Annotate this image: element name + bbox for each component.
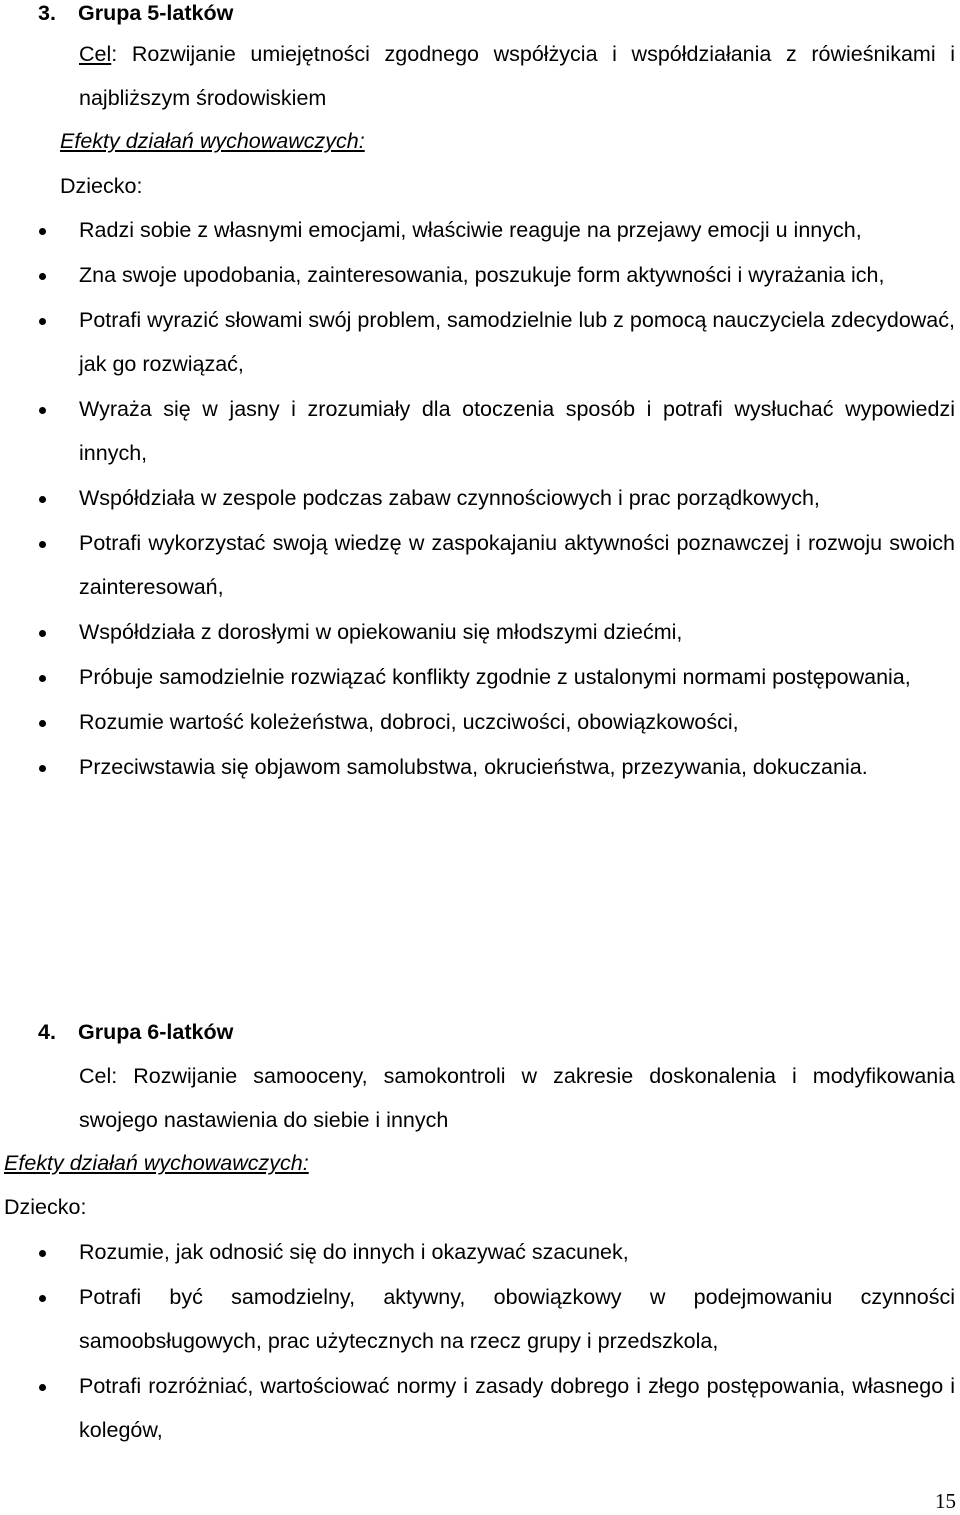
section-4-number: 4. bbox=[38, 1020, 56, 1044]
list-item: Wyraża się w jasny i zrozumiały dla otoczenia sposób i potrafi wysłuchać wypowiedzi innych, bbox=[79, 387, 955, 475]
bullet-icon bbox=[39, 318, 46, 325]
bullet-icon bbox=[39, 407, 46, 414]
section-3-title: Grupa 5-latków bbox=[78, 1, 234, 25]
section-4-goal: Cel: Rozwijanie samooceny, samokontroli w zakresie doskonalenia i modyfikowania swojego nastawienia do siebie i innych bbox=[79, 1064, 955, 1132]
list-item: Przeciwstawia się objawom samolubstwa, okrucieństwa, przezywania, dokuczania. bbox=[79, 745, 955, 789]
page-number: 15 bbox=[935, 1489, 956, 1513]
section-3-child-label: Dziecko: bbox=[60, 174, 143, 198]
bullet-icon bbox=[39, 1384, 46, 1391]
section-3-list bbox=[79, 208, 955, 790]
list-item: Potrafi być samodzielny, aktywny, obowiązkowy w podejmowaniu czynności samoobsługowych, prac użytecznych na rzecz grupy i przedszkola, bbox=[79, 1275, 955, 1363]
list-item: Potrafi wykorzystać swoją wiedzę w zaspokajaniu aktywności poznawczej i rozwoju swoich zainteresowań, bbox=[79, 521, 955, 609]
list-item: Rozumie, jak odnosić się do innych i okazywać szacunek, bbox=[79, 1230, 955, 1274]
list-item: Współdziała z dorosłymi w opiekowaniu się młodszymi dziećmi, bbox=[79, 610, 955, 654]
bullet-icon bbox=[39, 541, 46, 548]
bullet-icon bbox=[39, 765, 46, 772]
section-4-list bbox=[79, 1230, 955, 1453]
section-3-goal-text: : Rozwijanie umiejętności zgodnego współżycia i współdziałania z rówieśnikami i najbliższym środowiskiem bbox=[79, 42, 955, 110]
list-item: Współdziała w zespole podczas zabaw czynnościowych i prac porządkowych, bbox=[79, 476, 955, 520]
bullet-icon bbox=[39, 496, 46, 503]
section-4-title: Grupa 6-latków bbox=[78, 1020, 234, 1044]
bullet-icon bbox=[39, 1250, 46, 1257]
list-item: Rozumie wartość koleżeństwa, dobroci, uczciwości, obowiązkowości, bbox=[79, 700, 955, 744]
section-3-goal-label: Cel bbox=[79, 42, 112, 66]
bullet-icon bbox=[39, 1295, 46, 1302]
bullet-icon bbox=[39, 273, 46, 280]
section-3-goal bbox=[79, 32, 955, 120]
list-item: Próbuje samodzielnie rozwiązać konflikty zgodnie z ustalonymi normami postępowania, bbox=[79, 655, 955, 699]
bullet-icon bbox=[39, 675, 46, 682]
section-3-heading bbox=[38, 0, 233, 26]
bullet-icon bbox=[39, 720, 46, 727]
bullet-icon bbox=[39, 630, 46, 637]
list-item: Potrafi rozróżniać, wartościować normy i zasady dobrego i złego postępowania, własnego i kolegów, bbox=[79, 1364, 955, 1452]
section-3-number: 3. bbox=[38, 1, 56, 25]
list-item: Radzi sobie z własnymi emocjami, właściwie reaguje na przejawy emocji u innych, bbox=[79, 208, 955, 252]
section-3-effects-label: Efekty działań wychowawczych: bbox=[60, 129, 365, 153]
section-4-heading bbox=[38, 1019, 233, 1045]
section-4-child-label: Dziecko: bbox=[4, 1195, 87, 1219]
section-4-effects-label: Efekty działań wychowawczych: bbox=[4, 1151, 309, 1175]
list-item: Potrafi wyrazić słowami swój problem, samodzielnie lub z pomocą nauczyciela zdecydować, jak go rozwiązać, bbox=[79, 298, 955, 386]
list-item: Zna swoje upodobania, zainteresowania, poszukuje form aktywności i wyrażania ich, bbox=[79, 253, 955, 297]
bullet-icon bbox=[39, 228, 46, 235]
